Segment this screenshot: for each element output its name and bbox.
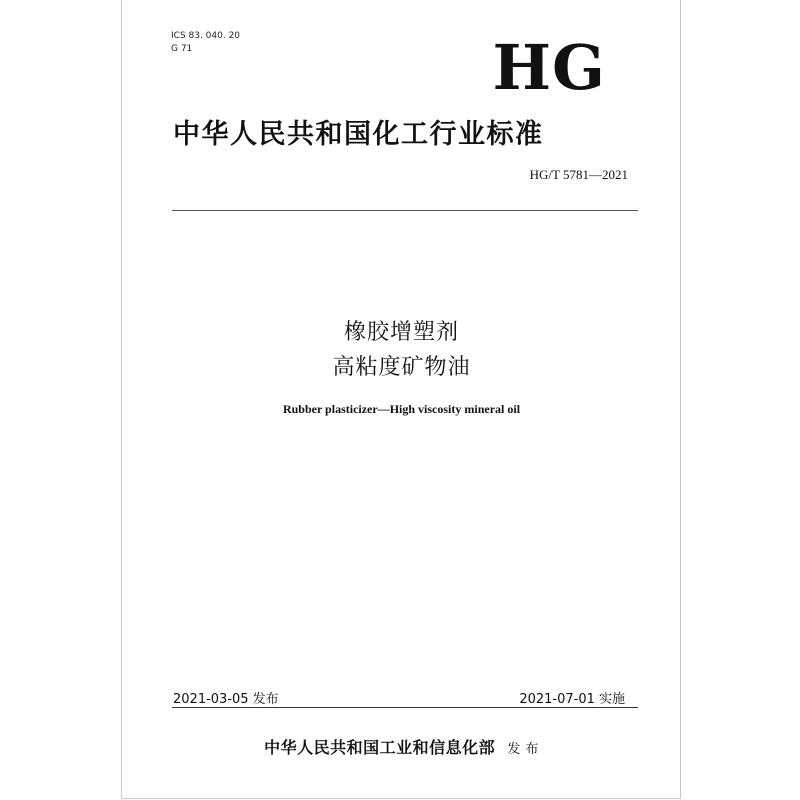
ccs-code: G 71 bbox=[171, 44, 193, 54]
top-divider bbox=[172, 210, 638, 211]
publisher-name: 中华人民共和国工业和信息化部 bbox=[264, 738, 496, 757]
title-zh-line2: 高粘度矿物油 bbox=[332, 355, 471, 380]
bottom-divider bbox=[172, 707, 638, 708]
hg-logo: HG bbox=[492, 31, 606, 104]
title-en: Rubber plasticizer—High viscosity mineral oil bbox=[282, 402, 521, 416]
issue-date: 2021-03-05 发布 bbox=[173, 692, 279, 707]
standard-number: HG/T 5781—2021 bbox=[529, 167, 628, 182]
publisher bbox=[122, 735, 681, 758]
standard-cover bbox=[121, 0, 681, 799]
publisher-suffix: 发 布 bbox=[507, 742, 539, 757]
title-zh-line1: 橡胶增塑剂 bbox=[343, 320, 459, 345]
standard-type-title: 中华人民共和国化工行业标准 bbox=[173, 119, 544, 150]
ics-code: ICS 83. 040. 20 bbox=[171, 31, 241, 41]
classification-codes bbox=[171, 30, 240, 56]
implementation-date: 2021-07-01 实施 bbox=[519, 692, 625, 707]
